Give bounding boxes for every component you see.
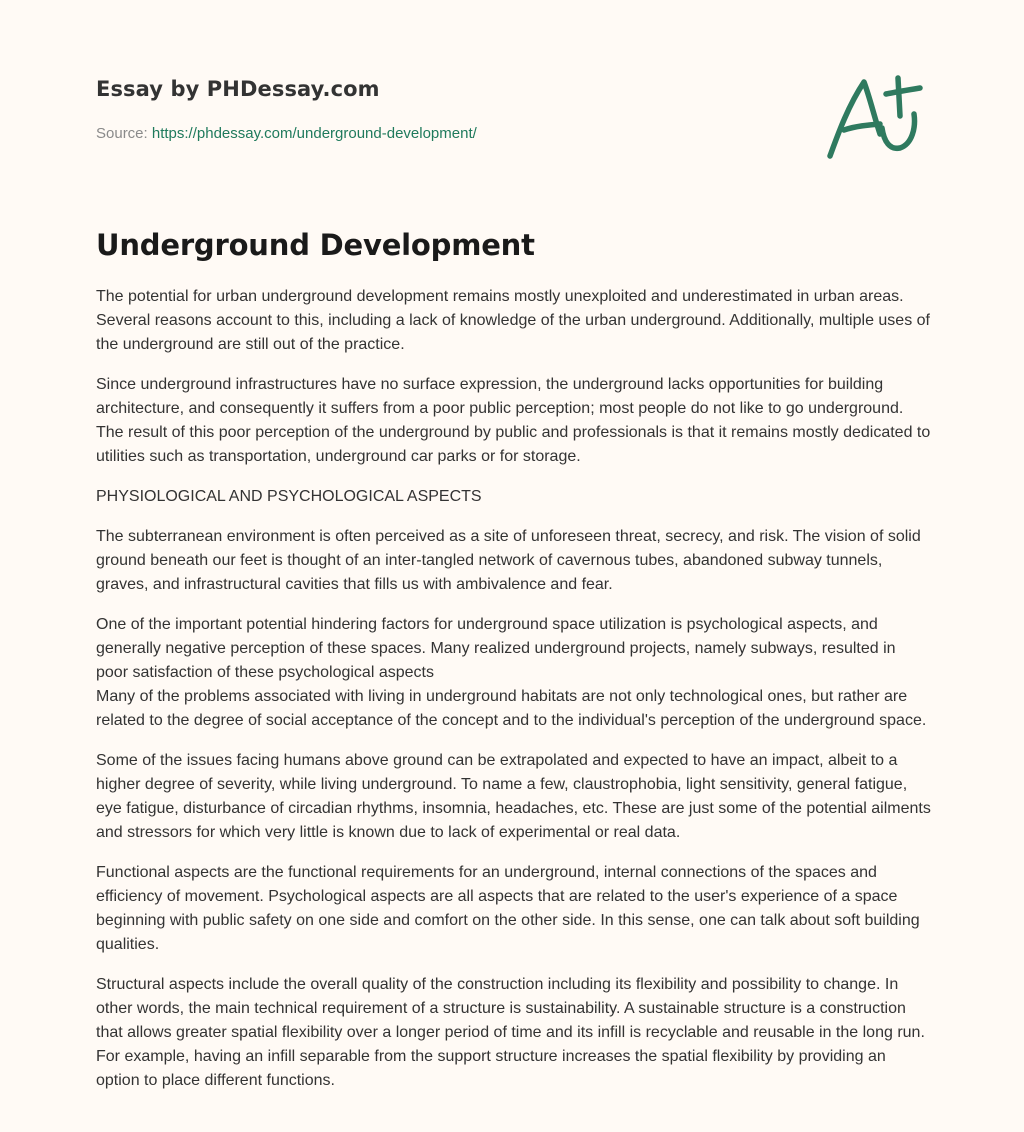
source-link[interactable]: https://phdessay.com/underground-development/: [151, 125, 477, 142]
section-heading: PHYSIOLOGICAL AND PSYCHOLOGICAL ASPECTS: [96, 488, 482, 505]
essay-body: [96, 285, 932, 1109]
essay-paragraph: One of the important potential hindering factors for underground space utilization is psychological aspects, and generally negative perception of these spaces. Many realized underground projects, namely subways, resulted in poor satisfaction of these psychological aspects: [96, 616, 896, 681]
source-label: Source:: [96, 125, 152, 142]
site-brand: Essay by PHDessay.com: [96, 77, 380, 101]
a-plus-grade-icon: [824, 68, 928, 164]
essay-paragraph: Structural aspects include the overall quality of the construction including its flexibility and possibility to change. In other words, the main technical requirement of a structure is sustainability. A sustainable structure is a construction that allows greater spatial flexibility over a longer period of time and its infill is recyclable and reusable in the long run. For example, having an infill separable from the support structure increases the spatial flexibility by providing an option to place different functions.: [96, 976, 925, 1089]
essay-paragraph: The potential for urban underground development remains mostly unexploited and underestimated in urban areas. Several reasons account to this, including a lack of knowledge of the urban underground. Additionally, multiple uses of the underground are still out of the practice.: [96, 288, 930, 353]
page-header: [96, 74, 928, 184]
source-line: [96, 124, 477, 144]
essay-paragraph: Since underground infrastructures have no surface expression, the underground lacks opportunities for building architecture, and consequently it suffers from a poor public perception; most people do not like to go underground. The result of this poor perception of the underground by public and professionals is that it remains mostly dedicated to utilities such as transportation, underground car parks or for storage.: [96, 376, 931, 465]
essay-paragraph: Many of the problems associated with living in underground habitats are not only technological ones, but rather are related to the degree of social acceptance of the concept and to the individual's perception of the underground space.: [96, 688, 927, 729]
essay-paragraph: The subterranean environment is often perceived as a site of unforeseen threat, secrecy, and risk. The vision of solid ground beneath our feet is thought of an inter-tangled network of cavernous tubes, abandoned subway tunnels, graves, and infrastructural cavities that fills us with ambivalence and fear.: [96, 528, 921, 593]
essay-paragraph: Functional aspects are the functional requirements for an underground, internal connections of the spaces and efficiency of movement. Psychological aspects are all aspects that are related to the user's experience of a space beginning with public safety on one side and comfort on the other side. In this sense, one can talk about soft building qualities.: [96, 864, 920, 953]
essay-title: Underground Development: [96, 228, 535, 262]
essay-paragraph: Some of the issues facing humans above ground can be extrapolated and expected to have an impact, albeit to a higher degree of severity, while living underground. To name a few, claustrophobia, light sensitivity, general fatigue, eye fatigue, disturbance of circadian rhythms, insomnia, headaches, etc. These are just some of the potential ailments and stressors for which very little is known due to lack of experimental or real data.: [96, 752, 931, 841]
